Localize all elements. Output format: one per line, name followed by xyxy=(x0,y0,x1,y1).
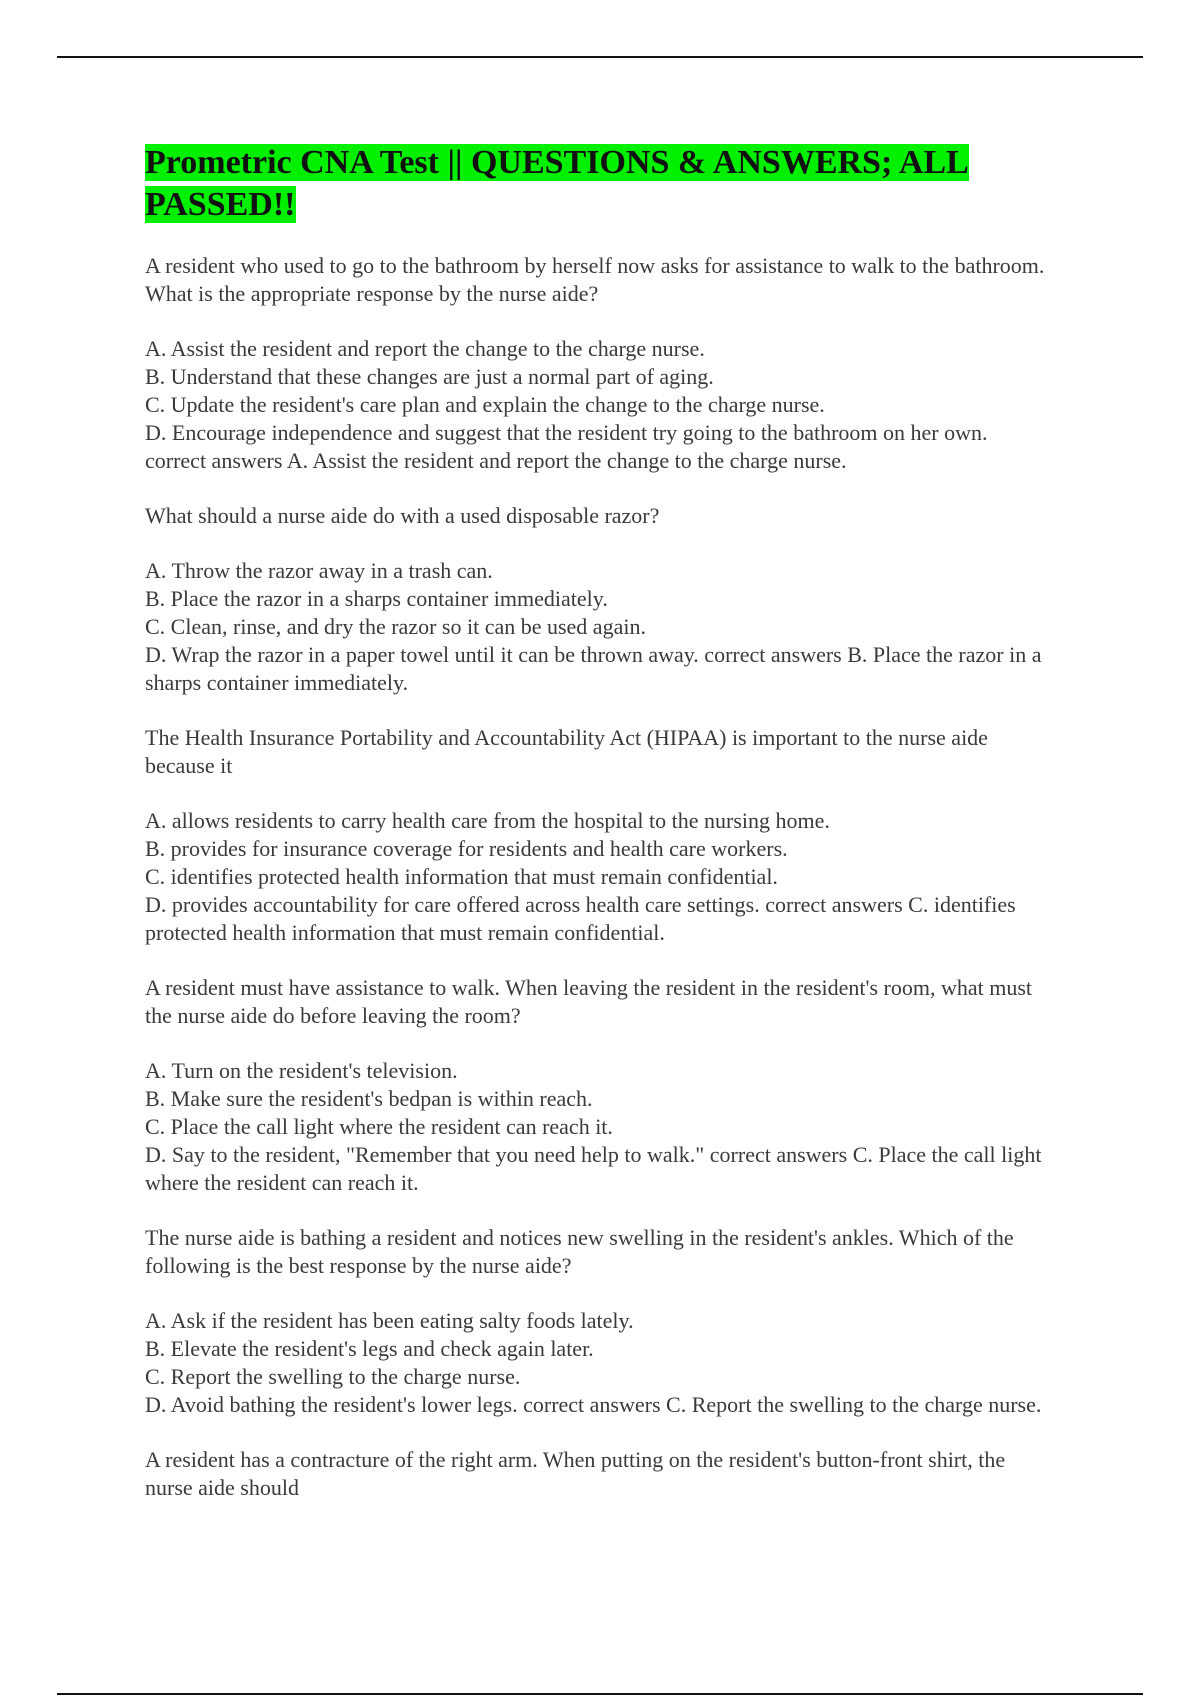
question-block xyxy=(145,1224,1045,1419)
answer-option: C. identifies protected health information that must remain confidential. xyxy=(145,864,778,889)
page-title xyxy=(145,142,1045,226)
answer-option: B. Place the razor in a sharps container immediately. xyxy=(145,586,608,611)
question-text: The Health Insurance Portability and Accountability Act (HIPAA) is important to the nurse aide because it xyxy=(145,725,988,778)
answer-option: C. Place the call light where the resident can reach it. xyxy=(145,1114,613,1139)
answer-option: B. Elevate the resident's legs and check again later. xyxy=(145,1336,594,1361)
answer-options xyxy=(145,1057,1045,1197)
question-text: What should a nurse aide do with a used disposable razor? xyxy=(145,503,660,528)
question-block xyxy=(145,502,1045,697)
answer-option: C. Clean, rinse, and dry the razor so it can be used again. xyxy=(145,614,646,639)
answer-option: D. provides accountability for care offered across health care settings. correct answers C. identifies protected health information that must remain confidential. xyxy=(145,892,1016,945)
answer-option: D. Say to the resident, "Remember that you need help to walk." correct answers C. Place the call light where the resident can reach it. xyxy=(145,1142,1042,1195)
answer-option: D. Encourage independence and suggest that the resident try going to the bathroom on her own. correct answers A. Assist the resident and report the change to the charge nurse. xyxy=(145,420,988,473)
answer-options xyxy=(145,807,1045,947)
document-body xyxy=(145,142,1045,1529)
question-text: A resident has a contracture of the right arm. When putting on the resident's button-front shirt, the nurse aide should xyxy=(145,1447,1006,1500)
question-text: A resident who used to go to the bathroom by herself now asks for assistance to walk to the bathroom. What is the appropriate response by the nurse aide? xyxy=(145,253,1045,306)
answer-options xyxy=(145,1307,1045,1419)
answer-option: B. Understand that these changes are just a normal part of aging. xyxy=(145,364,714,389)
answer-option: A. Assist the resident and report the change to the charge nurse. xyxy=(145,336,705,361)
answer-option: B. provides for insurance coverage for residents and health care workers. xyxy=(145,836,788,861)
answer-option: D. Wrap the razor in a paper towel until it can be thrown away. correct answers B. Place the razor in a sharps container immediately. xyxy=(145,642,1042,695)
question-text: The nurse aide is bathing a resident and notices new swelling in the resident's ankles. Which of the following is the best response by the nurse aide? xyxy=(145,1225,1014,1278)
answer-option: A. allows residents to carry health care from the hospital to the nursing home. xyxy=(145,808,830,833)
question-block xyxy=(145,252,1045,475)
answer-option: B. Make sure the resident's bedpan is within reach. xyxy=(145,1086,593,1111)
question-block xyxy=(145,1446,1045,1502)
answer-option: A. Ask if the resident has been eating salty foods lately. xyxy=(145,1308,634,1333)
question-block xyxy=(145,974,1045,1197)
answer-option: C. Report the swelling to the charge nurse. xyxy=(145,1364,521,1389)
answer-option: C. Update the resident's care plan and explain the change to the charge nurse. xyxy=(145,392,825,417)
answer-option: A. Throw the razor away in a trash can. xyxy=(145,558,493,583)
answer-options xyxy=(145,335,1045,475)
bottom-rule xyxy=(57,1693,1143,1695)
answer-option: A. Turn on the resident's television. xyxy=(145,1058,458,1083)
answer-options xyxy=(145,557,1045,697)
question-block xyxy=(145,724,1045,947)
answer-option: D. Avoid bathing the resident's lower legs. correct answers C. Report the swelling to the charge nurse. xyxy=(145,1392,1042,1417)
question-text: A resident must have assistance to walk. When leaving the resident in the resident's room, what must the nurse aide do before leaving the room? xyxy=(145,975,1033,1028)
title-highlight: Prometric CNA Test || QUESTIONS & ANSWERS; ALL PASSED!! xyxy=(145,144,969,223)
top-rule xyxy=(57,56,1143,58)
